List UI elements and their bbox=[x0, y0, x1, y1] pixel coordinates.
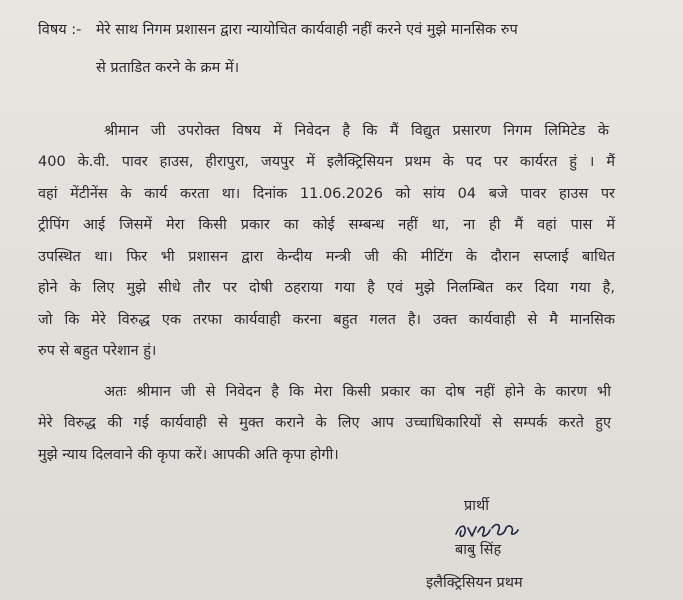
paragraph1-line-1: श्रीमान जी उपरोक्त विषय में निवेदन है कि मैं विद्युत प्रसारण निगम लिमिटेड के bbox=[104, 123, 609, 139]
paragraph1-line-6: होने के लिए मुझे सीधे तौर पर दोषी ठहराया गया है एवं मुझे निलम्बित कर दिया गया है, bbox=[38, 280, 615, 296]
applicant-name: बाबु सिंह bbox=[455, 542, 502, 558]
paragraph1-line-7: जो कि मेरे विरुद्ध एक तरफा कार्यवाही करना बहुत गलत है। उक्त कार्यवाही से मै मानसिक bbox=[38, 312, 615, 328]
paragraph1-line-2: 400 के.वी. पावर हाउस, हीरापुरा, जयपुर में इलैक्ट्रिसियन प्रथम के पद पर कार्यरत हुं । मैं bbox=[38, 154, 615, 170]
paragraph2-line-1: अतः श्रीमान जी से निवेदन है कि मेरा किसी प्रकार का दोष नहीं होने के कारण भी bbox=[104, 384, 611, 400]
paragraph2-line-3: मुझे न्याय दिलवाने की कृपा करें। आपकी अति कृपा होगी। bbox=[38, 447, 339, 463]
paragraph1-line-3: वहां मेंटीनेंस के कार्य करता था। दिनांक 11.06.2026 को सांय 04 बजे पावर हाउस पर bbox=[38, 186, 615, 202]
paragraph1-line-5: उपस्थित था। फिर भी प्रशासन द्वारा केन्दीय मन्त्री जी की मीटिंग के दौरान सप्लाई बाधित bbox=[38, 249, 615, 265]
subject-line-2: से प्रताडित करने के क्रम में। bbox=[96, 60, 240, 76]
paragraph1-line-4: ट्रीपिंग आई जिसमें मेरा किसी प्रकार का कोई सम्बन्ध नहीं था, ना ही मैं वहां पास में bbox=[38, 217, 615, 233]
subject-line-1: मेरे साथ निगम प्रशासन द्वारा न्यायोचित कार्यवाही नहीं करने एवं मुझे मानसिक रुप bbox=[96, 22, 518, 38]
applicant-designation: इलैक्ट्रिसियन प्रथम bbox=[426, 575, 523, 591]
paragraph1-line-8: रुप से बहुत परेशान हुं। bbox=[38, 343, 157, 359]
paragraph2-line-2: मेरे विरुद्ध की गई कार्यवाही से मुक्त कराने के लिए आप उच्चाधिकारियों से सम्पर्क करते हुए bbox=[38, 415, 611, 431]
applicant-label: प्रार्थी bbox=[464, 498, 490, 514]
subject-label: विषय :- bbox=[38, 22, 82, 38]
